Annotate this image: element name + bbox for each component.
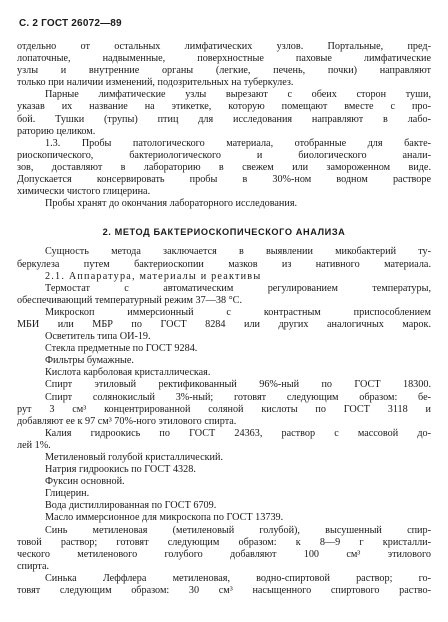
- text-line: обеспечивающий температурный режим 37—38 °С.: [17, 294, 243, 306]
- page-header: С. 2 ГОСТ 26072—89: [19, 18, 122, 29]
- intro-paragraph: [17, 41, 431, 89]
- text-line: 2.1. Аппаратура, материалы и реактивы: [45, 270, 262, 282]
- section-spacer: [17, 238, 431, 246]
- text-line: Глицерин.: [45, 488, 90, 500]
- paragraph-storage: Пробы хранят до окончания лабораторного исследования.: [45, 198, 298, 210]
- document-body: [17, 41, 431, 597]
- text-line: Спирт этиловый ректификованный 96%-ный по ГОСТ 18300.: [45, 379, 431, 391]
- text-line: узлы и внутренние органы (легкие, печень, почки) направляют: [17, 65, 431, 77]
- paragraph-1-3: [17, 138, 431, 198]
- text-line: Фильтры бумажные.: [45, 355, 134, 367]
- text-line: риоскопического, бактериологического и биологического анали-: [17, 149, 431, 161]
- text-line: Сущность метода заключается в выявлении микобактерий ту-: [45, 246, 431, 258]
- text-line: лопаточные, надвыменные, поверхностные паховые лимфатические: [17, 53, 431, 65]
- text-line: химически чистого глицерина.: [17, 186, 151, 198]
- text-line: Натрия гидроокись по ГОСТ 4328.: [45, 464, 196, 476]
- text-line: Допускается консервировать пробы в 30%-ном водном растворе: [17, 174, 431, 186]
- text-line: Спирт солянокислый 3%-ный; готовят следующим образом: бе-: [45, 391, 431, 403]
- text-line: Термостат с автоматическим регулированием температуры,: [45, 282, 431, 294]
- text-line: Метиленовый голубой кристаллический.: [45, 452, 224, 463]
- section-2-body: [17, 246, 431, 597]
- section-heading: 2. МЕТОД БАКТЕРИОСКОПИЧЕСКОГО АНАЛИЗА: [102, 227, 346, 238]
- text-line: отдельно от остальных лимфатических узлов. Портальные, пред-: [17, 41, 431, 52]
- text-line: раторию целиком.: [17, 125, 96, 137]
- text-line: только при наличии изменений, подозрительных на туберкулез.: [17, 77, 294, 89]
- text-line: зов, доставляют в лабораторию в свежем или замороженном виде.: [17, 161, 431, 173]
- text-line: Кислота карболовая кристаллическая.: [45, 367, 211, 379]
- text-line: Микроскоп иммерсионный с контрастным приспособлением: [45, 306, 431, 318]
- text-line: ческого метиленового голубого добавляют 100 см³ этилового: [17, 548, 431, 560]
- text-line: добавляют ее к 97 см³ 70%-ного этилового спирта.: [17, 415, 237, 427]
- text-line: указав их название на этикетке, которую помещают вместе с про-: [17, 101, 431, 113]
- text-line: 1.3. Пробы патологического материала, отобранные для бакте-: [45, 137, 431, 149]
- text-line: Вода дистиллированная по ГОСТ 6709.: [45, 500, 217, 512]
- text-line: Осветитель типа ОИ-19.: [45, 331, 151, 343]
- text-line: Парные лимфатические узлы вырезают с обеих сторон туши,: [45, 89, 431, 101]
- text-line: товой раствор; готовят следующим образом: к 8—9 г кристалли-: [17, 536, 431, 548]
- text-line: товят следующим образом: 30 см³ насыщенного спиртового раство-: [17, 585, 431, 597]
- paragraph-lymph-nodes: [17, 89, 431, 137]
- text-line: лей 1%.: [17, 439, 51, 451]
- text-line: спирта.: [17, 560, 50, 572]
- text-line: МБИ или МБР по ГОСТ 8284 или других аналогичных марок.: [17, 318, 431, 330]
- section-spacer: [17, 210, 431, 226]
- text-line: беркулеза путем бактериоскопии мазков из нативного материала.: [17, 258, 431, 270]
- text-line: Калия гидроокись по ГОСТ 24363, раствор с массовой до-: [45, 427, 431, 439]
- text-line: Синь метиленовая (метиленовый голубой), высушенный спир-: [45, 524, 431, 536]
- text-line: Фуксин основной.: [45, 476, 125, 488]
- text-line: Масло иммерсионное для микроскопа по ГОСТ 13739.: [45, 512, 284, 524]
- text-line: Стекла предметные по ГОСТ 9284.: [45, 343, 198, 355]
- text-line: рут 3 см³ концентрированной соляной кислоты по ГОСТ 3118 и: [17, 403, 431, 415]
- text-line: Синька Леффлера метиленовая, водно-спиртовой раствор; го-: [45, 572, 431, 584]
- text-line: бой. Тушки (трупы) птиц для исследования направляют в лабо-: [17, 113, 431, 125]
